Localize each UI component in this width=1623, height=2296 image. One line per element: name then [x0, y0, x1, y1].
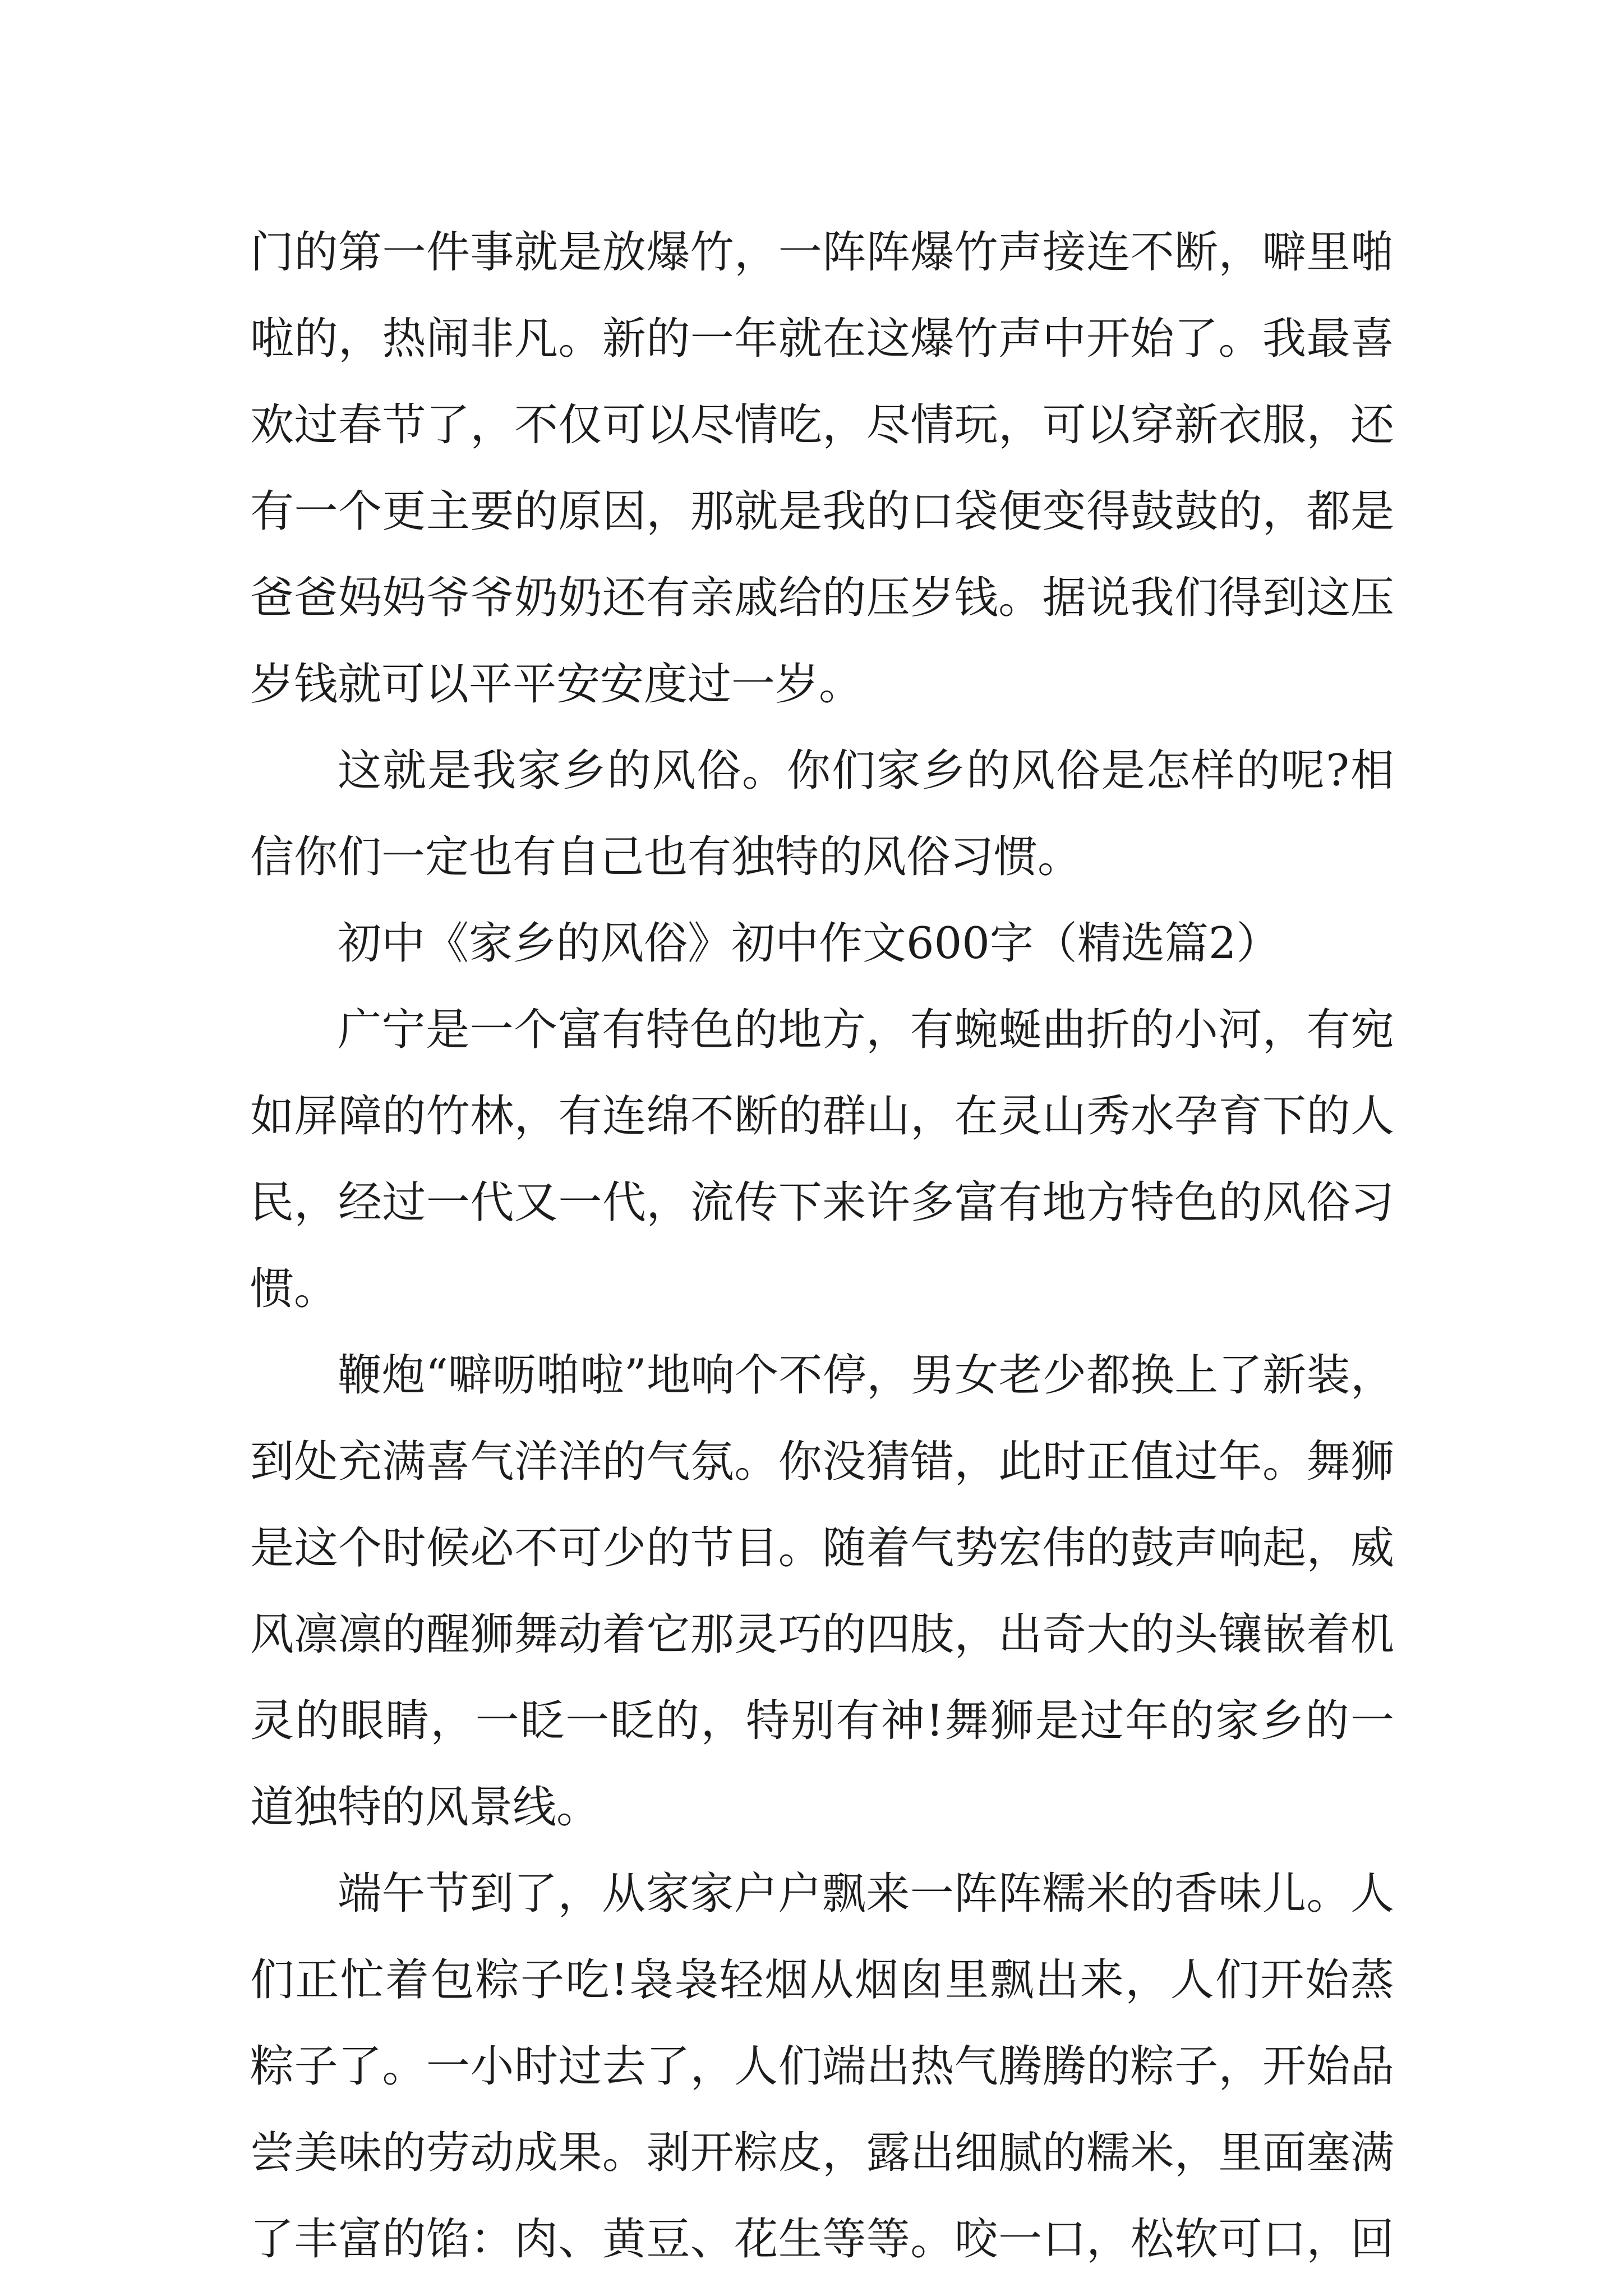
text-line: 如屏障的竹林，有连绵不断的群山，在灵山秀水孕育下的人	[250, 1091, 1394, 1142]
text-line: 灵的眼睛，一眨一眨的，特别有神!舞狮是过年的家乡的一	[250, 1696, 1394, 1746]
text-line: 岁钱就可以平平安安度过一岁。	[250, 659, 863, 710]
text-line: 是这个时候必不可少的节目。随着气势宏伟的鼓声响起，威	[250, 1523, 1394, 1573]
text-line: 尝美味的劳动成果。剥开粽皮，露出细腻的糯米，里面塞满	[250, 2128, 1394, 2178]
paragraph-first-line: 广宁是一个富有特色的地方，有蜿蜒曲折的小河，有宛	[338, 1005, 1394, 1055]
text-line: 爸爸妈妈爷爷奶奶还有亲戚给的压岁钱。据说我们得到这压	[250, 573, 1394, 623]
text-line: 有一个更主要的原因，那就是我的口袋便变得鼓鼓的，都是	[250, 486, 1394, 537]
text-line: 了丰富的馅：肉、黄豆、花生等等。咬一口，松软可口，回	[250, 2214, 1394, 2265]
text-line: 啦的，热闹非凡。新的一年就在这爆竹声中开始了。我最喜	[250, 314, 1394, 364]
text-line: 粽子了。一小时过去了，人们端出热气腾腾的粽子，开始品	[250, 2041, 1394, 2092]
text-line: 惯。	[250, 1264, 338, 1314]
text-line: 门的第一件事就是放爆竹，一阵阵爆竹声接连不断，噼里啪	[250, 227, 1394, 278]
text-line: 信你们一定也有自己也有独特的风俗习惯。	[250, 832, 1082, 882]
paragraph-first-line: 鞭炮“噼呖啪啦”地响个不停，男女老少都换上了新装，	[338, 1350, 1394, 1401]
text-line: 欢过春节了，不仅可以尽情吃，尽情玩，可以穿新衣服，还	[250, 400, 1394, 450]
text-line: 民，经过一代又一代，流传下来许多富有地方特色的风俗习	[250, 1177, 1394, 1228]
text-line: 风凛凛的醒狮舞动着它那灵巧的四肢，出奇大的头镶嵌着机	[250, 1609, 1394, 1660]
text-line: 们正忙着包粽子吃!袅袅轻烟从烟囱里飘出来，人们开始蒸	[250, 1955, 1394, 2005]
paragraph-first-line: 端午节到了，从家家户户飘来一阵阵糯米的香味儿。人	[338, 1869, 1394, 1919]
essay-text	[250, 209, 1394, 2283]
text-line: 道独特的风景线。	[250, 1782, 601, 1833]
paragraph-first-line: 这就是我家乡的风俗。你们家乡的风俗是怎样的呢?相	[338, 746, 1394, 796]
text-line: 到处充满喜气洋洋的气氛。你没猜错，此时正值过年。舞狮	[250, 1437, 1394, 1487]
section-heading: 初中《家乡的风俗》初中作文600字（精选篇2）	[338, 918, 1280, 969]
